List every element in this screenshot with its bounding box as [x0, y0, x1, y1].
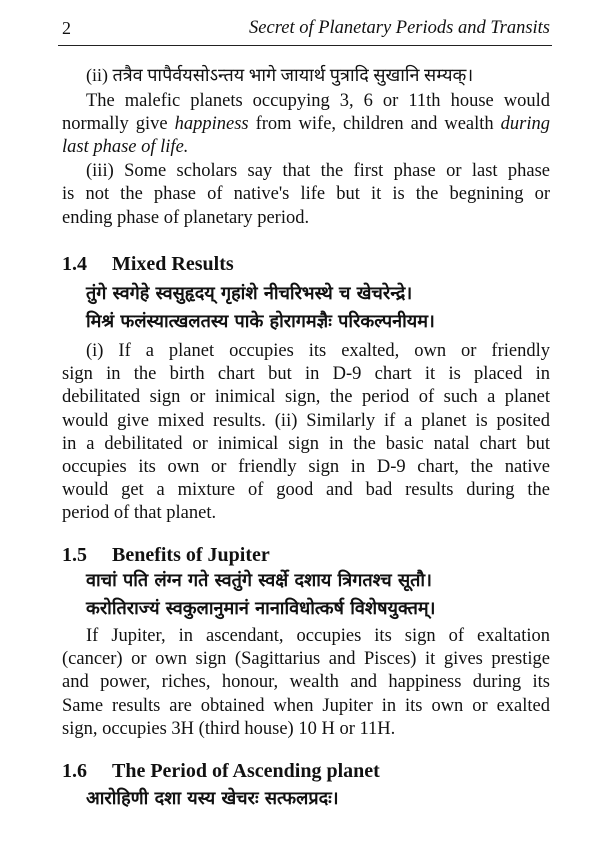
running-header-title: Secret of Planetary Periods and Transits	[249, 18, 550, 38]
section-number: 1.6	[62, 760, 87, 782]
emphasis: during	[500, 114, 550, 134]
body-line: in a debilitated or inimical sign in the basic natal chart but	[62, 433, 550, 454]
body-line	[62, 136, 550, 158]
section-title: Mixed Results	[112, 253, 234, 275]
body-line: If Jupiter, in ascendant, occupies its sign of exaltation	[86, 626, 550, 646]
body-line: occupies its own or friendly sign in D-9 chart, the native	[62, 457, 550, 477]
section-title: Benefits of Jupiter	[112, 544, 270, 566]
section-heading	[62, 544, 550, 566]
body-line: period of that planet.	[62, 503, 217, 524]
text: from wife, children and wealth	[248, 114, 501, 134]
header-rule	[58, 45, 552, 46]
section-number: 1.4	[62, 253, 87, 275]
body-line	[62, 113, 550, 135]
body-line: would get a mixture of good and bad results during the	[62, 480, 550, 501]
sanskrit-verse: वाचां पति लंग्न गते स्वतुंगे स्वर्क्षे दशाय त्रिगतश्च सूतौ।	[86, 570, 432, 591]
body-line: The malefic planets occupying 3, 6 or 11th house would	[86, 91, 550, 111]
text: normally give	[62, 114, 175, 134]
sanskrit-verse: मिश्रं फलंस्यात्खलतस्य पाके होरागमज्ञैः परिकल्पनीयम।	[86, 311, 435, 332]
section-number: 1.5	[62, 544, 87, 566]
body-line: sign, occupies 3H (third house) 10 H or 11H.	[62, 718, 396, 739]
body-line: ending phase of planetary period.	[62, 208, 310, 228]
sanskrit-verse: तुंगे स्वगेहे स्वसुहृदय् गृहांशे नीचरिभस्थे च खेचरेन्द्रे।	[86, 283, 413, 304]
body-line: is not the phase of native's life but it is the begnining or	[62, 184, 550, 204]
sanskrit-verse: आरोहिणी दशा यस्य खेचरः सत्फलप्रदः।	[86, 788, 339, 809]
emphasis: last phase of life.	[62, 137, 189, 157]
body-line: and power, riches, honour, wealth and happiness during its	[62, 672, 550, 693]
body-line: would give mixed results. (ii) Similarly if a planet is posited	[62, 410, 550, 431]
sanskrit-verse: (ii) तत्रैव पापैर्वयसोऽन्तय भागे जायार्थ पुत्रादि सुखानि सम्यक्।	[86, 65, 474, 85]
body-line: debilitated sign or inimical sign, the period of such a planet	[62, 387, 550, 408]
section-title: The Period of Ascending planet	[112, 760, 380, 782]
emphasis: happiness	[174, 114, 249, 134]
body-line: (cancer) or own sign (Sagittarius and Pisces) it gives prestige	[62, 649, 550, 670]
body-line: Same results are obtained when Jupiter in its own or exalted	[62, 695, 550, 716]
page-number: 2	[62, 18, 71, 38]
section-heading	[62, 760, 550, 782]
body-line: (iii) Some scholars say that the first phase or last phase	[86, 161, 550, 181]
sanskrit-verse: करोतिराज्यं स्वकुलानुमानं नानाविधोत्कर्ष विशेषयुक्तम्।	[86, 598, 436, 619]
body-line: (i) If a planet occupies its exalted, own or friendly	[86, 341, 550, 361]
section-heading	[62, 253, 550, 275]
body-line: sign in the birth chart but in D-9 chart it is placed in	[62, 364, 550, 385]
